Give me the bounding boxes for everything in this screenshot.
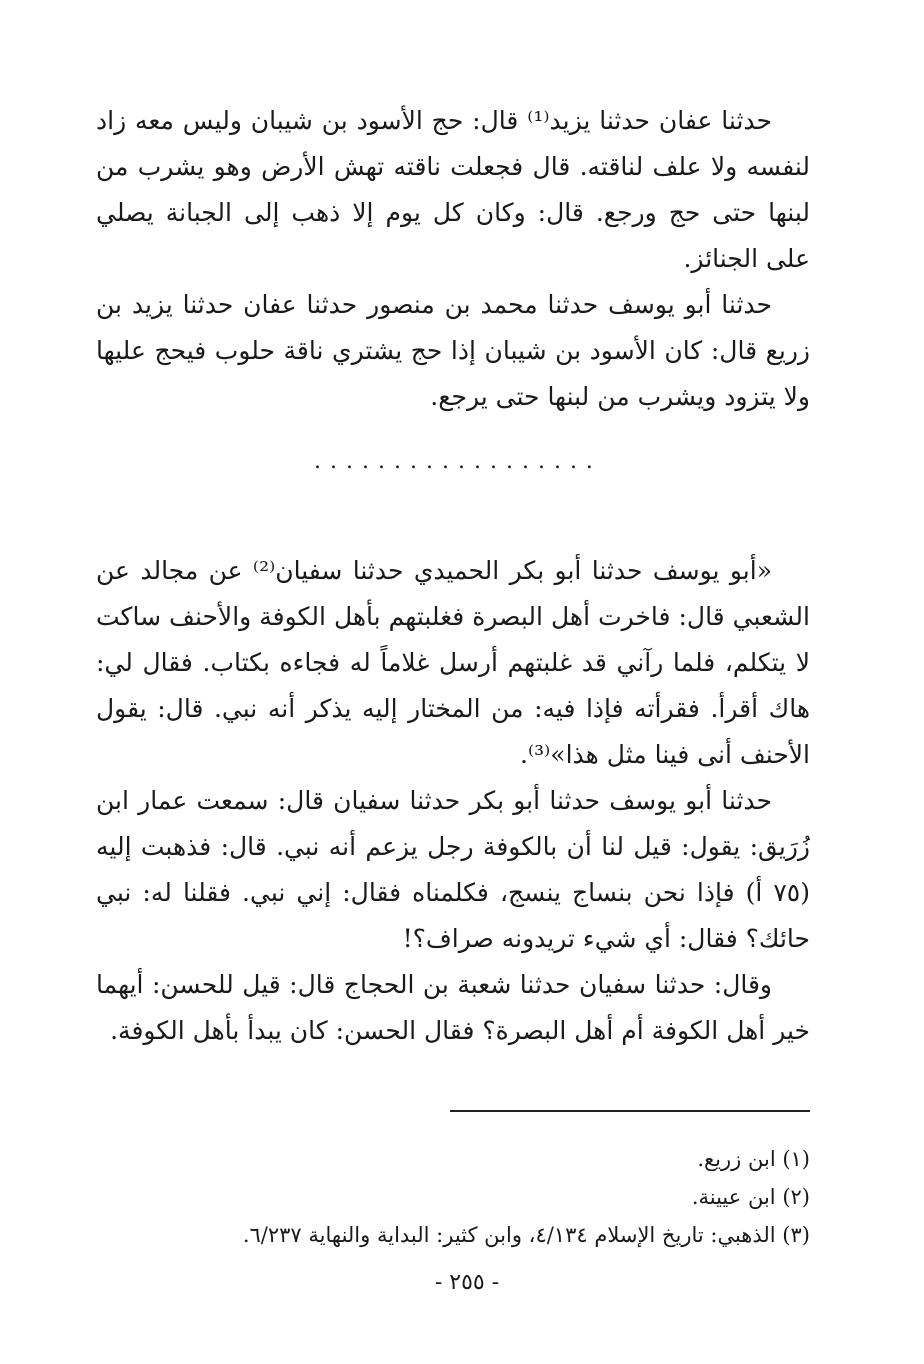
dotted-separator: .................. [314,449,602,474]
footnotes [96,1140,810,1254]
page-number: - ٢٥٥ - [434,1270,500,1295]
footnote-3: (٣) الذهبي: تاريخ الإسلام ٤/١٣٤، وابن كثير: البداية والنهاية ٦/٢٣٧. [242,1223,810,1247]
document-page [96,98,810,1254]
footnote-2: (٢) ابن عيينة. [691,1185,810,1209]
paragraph-3: «أبو يوسف حدثنا أبو بكر الحميدي حدثنا سفيان⁽²⁾ عن مجالد عن الشعبي قال: فاخرت أهل البصرة فغلبتهم بأهل الكوفة والأحنف ساكت لا يتكلم، فلما رآني قد غلبتهم أرسل غلاماً له فجاءه بكتاب. فقال لي: هاك أقرأ. فقرأته فإذا فيه: من المختار إليه يذكر أنه نبي. قال: يقول الأحنف أنى فينا مثل هذا»⁽³⁾. [96,556,810,769]
paragraph-5: وقال: حدثنا سفيان حدثنا شعبة بن الحجاج قال: قيل للحسن: أيهما خير أهل الكوفة أم أهل البصرة؟ فقال الحسن: كان يبدأ بأهل الكوفة. [96,970,810,1045]
footnote-divider [450,1110,810,1112]
paragraph-2: حدثنا أبو يوسف حدثنا محمد بن منصور حدثنا عفان حدثنا يزيد بن زريع قال: كان الأسود بن شيبان إذا حج يشتري ناقة حلوب فيحج عليها ولا يتزود ويشرب من لبنها حتى يرجع. [96,290,810,411]
footnote-1: (١) ابن زريع. [697,1147,810,1171]
section-one [96,98,810,420]
paragraph-4: حدثنا أبو يوسف حدثنا أبو بكر حدثنا سفيان قال: سمعت عمار ابن زُرَيق: يقول: قيل لنا أن بالكوفة رجل يزعم أنه نبي. قال: فذهبت إليه (٧٥ أ) فإذا نحن بنساج ينسج، فكلمناه فقال: إني نبي. فقلنا له: نبي حائك؟ فقال: أي شيء تريدونه صراف؟! [96,786,810,953]
paragraph-1: حدثنا عفان حدثنا يزيد⁽¹⁾ قال: حج الأسود بن شيبان وليس معه زاد لنفسه ولا علف لناقته. قال فجعلت ناقته تهش الأرض وهو يشرب من لبنها حتى حج ورجع. قال: وكان كل يوم إلا ذهب إلى الجبانة يصلي على الجنائز. [96,106,810,273]
section-two [96,548,810,1054]
